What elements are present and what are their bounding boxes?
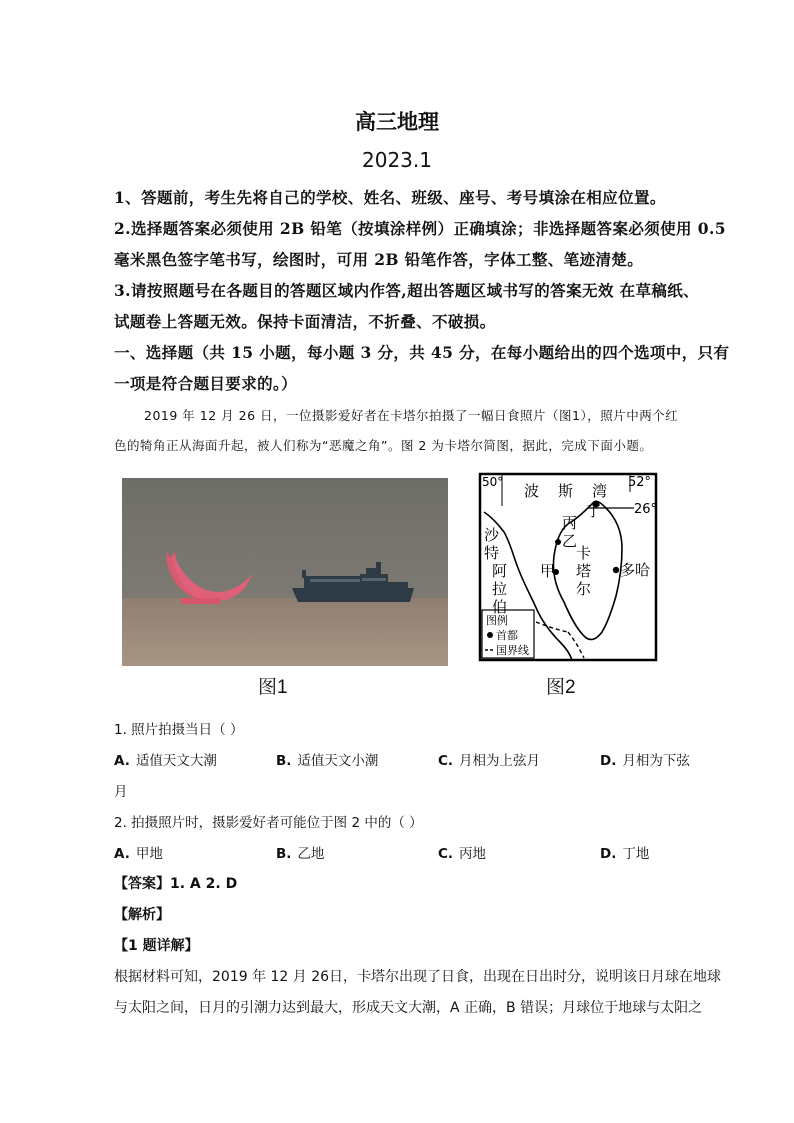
gulf-char: 斯: [558, 482, 574, 500]
legend-border-label: 国界线: [496, 644, 529, 657]
material-line: 色的犄角正从海面升起，被人们称为“恶魔之角”。图 2 为卡塔尔简图，据此，完成下面小题。: [114, 438, 653, 453]
gulf-char: 波: [524, 482, 540, 500]
analysis-label: 【解析】: [114, 907, 170, 923]
legend-capital-label: 首都: [496, 629, 518, 642]
section-heading: 一项是符合题目要求的。）: [114, 374, 298, 393]
figure2-caption: 图2: [546, 677, 576, 698]
saudi-char: 特: [484, 544, 500, 562]
doha-label: 多哈: [620, 561, 651, 579]
option-c: C. 月相为上弦月: [438, 753, 541, 769]
saudi-char: 阿: [492, 562, 508, 580]
qatar-char: 尔: [576, 580, 592, 598]
instruction-line: 2.选择题答案必须使用 2B 铅笔（按填涂样例）正确填涂；非选择题答案必须使用 0.5: [114, 219, 726, 238]
saudi-char: 拉: [492, 580, 508, 598]
qatar-char: 塔: [576, 562, 592, 580]
option-d: D. 月相为下弦: [600, 753, 690, 769]
page-title: 高三地理: [355, 109, 439, 134]
option-d-wrap: 月: [114, 784, 128, 800]
option-a: A. 适值天文大潮: [114, 753, 217, 769]
qatar-char: 卡: [576, 544, 592, 562]
detail-line: 与太阳之间，日月的引潮力达到最大，形成天文大潮，A 正确，B 错误；月球位于地球与太阳之: [114, 1000, 703, 1016]
gulf-char: 湾: [592, 482, 608, 500]
question-stem: 1. 照片拍摄当日（ ）: [114, 722, 244, 738]
point-ding-label: 丁: [586, 502, 602, 520]
section-heading: 一、选择题（共 15 小题，每小题 3 分，共 45 分，在每小题给出的四个选项中，只有: [114, 343, 730, 362]
exam-date: 2023.1: [362, 148, 432, 172]
instruction-line: 毫米黑色签字笔书写，绘图时，可用 2B 铅笔作答，字体工整、笔迹清楚。: [114, 250, 644, 269]
answer-line: 【答案】1. A 2. D: [114, 876, 238, 892]
qatar-map: [476, 472, 660, 664]
lon52-label: 52°: [628, 475, 652, 490]
detail-label: 【1 题详解】: [114, 938, 199, 954]
option-a: A. 甲地: [114, 846, 163, 862]
detail-line: 根据材料可知，2019 年 12 月 26日，卡塔尔出现了日食，出现在日出时分，说明该日月球在地球: [114, 969, 722, 985]
lon50-label: 50°: [482, 475, 504, 489]
point-yi-label: 乙: [562, 532, 578, 550]
material-line: 2019 年 12 月 26 日，一位摄影爱好者在卡塔尔拍摄了一幅日食照片（图1），照片中两个红: [144, 408, 679, 423]
point-jia-label: 甲: [540, 562, 556, 580]
instruction-line: 试题卷上答题无效。保持卡面清洁，不折叠、不破损。: [114, 312, 496, 331]
question-stem: 2. 拍摄照片时，摄影爱好者可能位于图 2 中的（ ）: [114, 815, 423, 831]
option-b: B. 乙地: [276, 846, 325, 862]
figure1-caption: 图1: [258, 677, 288, 698]
option-c: C. 丙地: [438, 846, 487, 862]
saudi-char: 伯: [492, 598, 508, 616]
saudi-char: 沙: [484, 526, 500, 544]
eclipse-photo: [122, 478, 448, 666]
instruction-line: 3.请按照题号在各题目的答题区域内作答,超出答题区域书写的答案无效 在草稿纸、: [114, 281, 700, 300]
option-d: D. 丁地: [600, 846, 650, 862]
option-b: B. 适值天文小潮: [276, 753, 379, 769]
instruction-line: 1、答题前，考生先将自己的学校、姓名、班级、座号、考号填涂在相应位置。: [114, 188, 666, 207]
lat26-label: 26°: [634, 502, 658, 517]
point-bing-label: 丙: [562, 514, 578, 532]
legend-title: 图例: [486, 614, 508, 627]
